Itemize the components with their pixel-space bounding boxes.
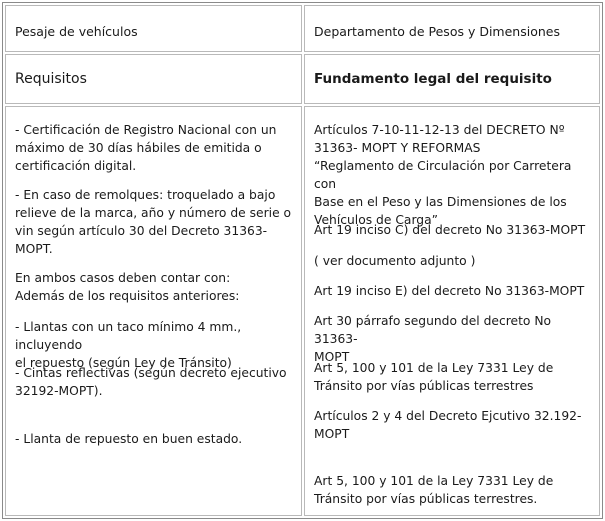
requisitos-heading: Requisitos: [15, 71, 87, 87]
header-left-text: Pesaje de vehículos: [15, 24, 138, 39]
requisito-item: - Llantas con un taco mínimo 4 mm., incluyendo el repuesto (según Ley de Tránsito): [15, 320, 242, 370]
fundamento-item: Artículos 7-10-11-12-13 del DECRETO Nº 31363- MOPT Y REFORMAS “Reglamento de Circulación por Carretera con Base en el Peso y las Dimensiones de los Vehículos de Carga”: [314, 123, 572, 227]
fundamento-item: Art 5, 100 y 101 de la Ley 7331 Ley de Tránsito por vías públicas terrestres.: [314, 474, 554, 506]
requisito-item: - En caso de remolques: troquelado a bajo relieve de la marca, año y número de serie o vin según artículo 30 del Decreto 31363-MOPT.: [15, 188, 292, 256]
fundamento-item: Art 19 inciso C) del decreto No 31363-MOPT: [314, 223, 586, 237]
header-left-cell: [5, 5, 302, 52]
requisitos-cell: [5, 106, 302, 516]
requirements-table: [2, 2, 603, 519]
requisito-item: - Cintas reflectivas (según decreto ejecutivo 32192-MOPT).: [15, 366, 287, 398]
fundamento-heading-cell: [304, 54, 600, 104]
requisito-item: - Llanta de repuesto en buen estado.: [15, 432, 243, 446]
fundamentos-cell: [304, 106, 600, 516]
fundamento-item: Art 5, 100 y 101 de la Ley 7331 Ley de Tránsito por vías públicas terrestres: [314, 361, 554, 393]
fundamento-heading: Fundamento legal del requisito: [314, 71, 552, 87]
header-right-cell: [304, 5, 600, 52]
fundamento-item: ( ver documento adjunto ): [314, 254, 476, 268]
requisito-item: En ambos casos deben contar con: Además de los requisitos anteriores:: [15, 271, 240, 303]
fundamento-item: Artículos 2 y 4 del Decreto Ejcutivo 32.192- MOPT: [314, 409, 582, 441]
fundamento-item: Art 19 inciso E) del decreto No 31363-MOPT: [314, 284, 585, 298]
requisito-item: - Certificación de Registro Nacional con un máximo de 30 días hábiles de emitida o certificación digital.: [15, 123, 277, 173]
fundamento-item: Art 30 párrafo segundo del decreto No 31363- MOPT: [314, 314, 552, 364]
header-right-text: Departamento de Pesos y Dimensiones: [314, 24, 560, 39]
requisitos-heading-cell: [5, 54, 302, 104]
